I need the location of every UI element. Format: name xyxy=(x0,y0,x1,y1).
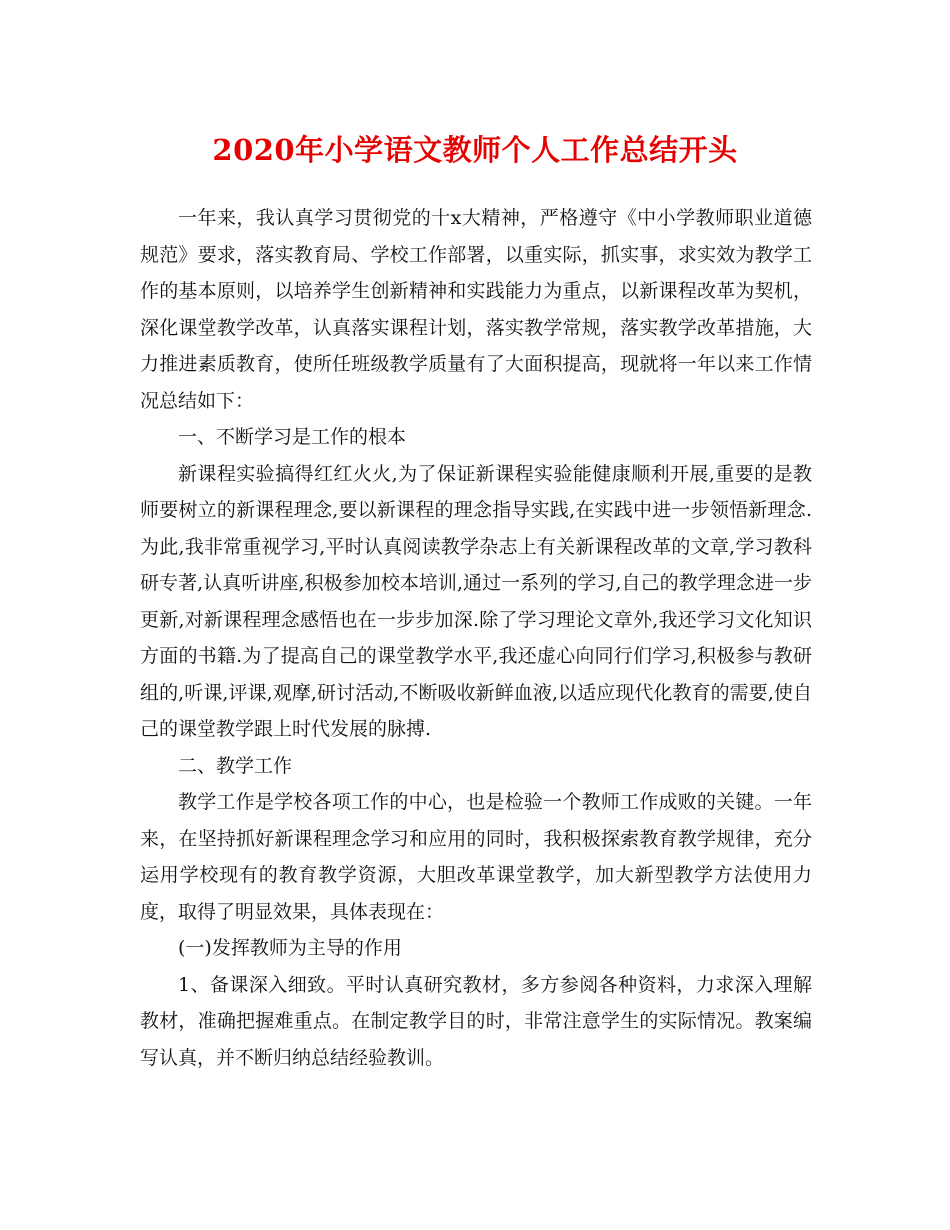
section-1-paragraph: 新课程实验搞得红红火火,为了保证新课程实验能健康顺利开展,重要的是教师要树立的新课程理念,要以新课程的理念指导实践,在实践中进一步领悟新理念.为此,我非常重视学习,平时认真阅读教学杂志上有关新课程改革的文章,学习教科研专著,认真听讲座,积极参加校本培训,通过一系列的学习,自己的教学理念进一步更新,对新课程理念感悟也在一步步加深.除了学习理论文章外,我还学习文化知识方面的书籍.为了提高自己的课堂教学水平,我还虚心向同行们学习,积极参与教研组的,听课,评课,观摩,研讨活动,不断吸收新鲜血液,以适应现代化教育的需要,使自己的课堂教学跟上时代发展的脉搏. xyxy=(140,462,812,740)
document-title: 2020年小学语文教师个人工作总结开头 xyxy=(212,133,738,167)
document-body xyxy=(140,200,812,1076)
section-heading-1: 一、不断学习是工作的根本 xyxy=(178,426,407,448)
intro-paragraph: 一年来，我认真学习贯彻党的十x大精神，严格遵守《中小学教师职业道德规范》要求，落实教育局、学校工作部署，以重实际，抓实事，求实效为教学工作的基本原则，以培养学生创新精神和实践能力为重点，以新课程改革为契机，深化课堂教学改革，认真落实课程计划，落实教学常规，落实教学改革措施，大力推进素质教育，使所任班级教学质量有了大面积提高，现就将一年以来工作情况总结如下： xyxy=(140,207,812,412)
section-heading-2: 二、教学工作 xyxy=(178,754,293,777)
section-2-paragraph: 教学工作是学校各项工作的中心，也是检验一个教师工作成败的关键。一年来，在坚持抓好新课程理念学习和应用的同时，我积极探索教育教学规律，充分运用学校现有的教育教学资源，大胆改革课堂教学，加大新型教学方法使用力度，取得了明显效果，具体表现在： xyxy=(140,791,812,923)
subsection-1-paragraph: 1、备课深入细致。平时认真研究教材，多方参阅各种资料，力求深入理解教材，准确把握难重点。在制定教学目的时，非常注意学生的实际情况。教案编写认真，并不断归纳总结经验教训。 xyxy=(140,973,812,1069)
subsection-heading-1: (一)发挥教师为主导的作用 xyxy=(178,937,402,959)
